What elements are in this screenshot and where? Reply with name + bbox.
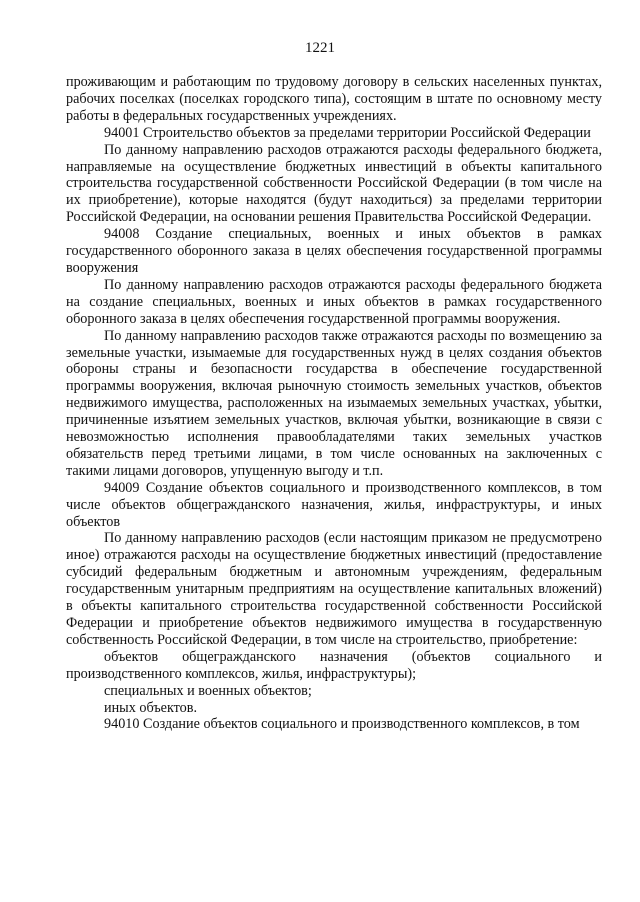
document-body: [66, 74, 602, 733]
section-heading-94001: 94001 Строительство объектов за пределами территории Российской Федерации: [104, 124, 591, 141]
paragraph-94009-description: По данному направлению расходов (если настоящим приказом не предусмотрено иное) отражаются расходы на осуществление бюджетных инвестиций (предоставление субсидий федеральным бюджетным и автономным учреждениям, федеральным государственным унитарным предприятиям на осуществление капитальных вложений) в объекты капитального строительства государственной собственности Российской Федерации и приобретение объектов недвижимого имущества в государственную собственность Российской Федерации, в том числе на строительство, приобретение:: [66, 530, 602, 648]
page-number: 1221: [305, 40, 335, 56]
paragraph-94008-description: По данному направлению расходов отражаются расходы федерального бюджета на создание специальных, военных и иных объектов в рамках государственного оборонного заказа в целях обеспечения государственной программы вооружения.: [66, 276, 602, 327]
section-heading-94009: 94009 Создание объектов социального и производственного комплексов, в том числе объектов общегражданского назначения, жилья, инфраструктуры, и иных объектов: [66, 479, 602, 530]
paragraph-94008-compensation: По данному направлению расходов также отражаются расходы по возмещению за земельные участки, изымаемые для государственных нужд в целях создания объектов обороны страны и безопасности государства в обеспечение государственной программы вооружения, включая рыночную стоимость земельных участков, объектов недвижимого имущества, расположенных на изымаемых земельных участках, убытки, причиненные изъятием земельных участков, включая убытки, возникающие в связи с невозможностью исполнения правообладателями таких земельных участков обязательств перед третьими лицами, в том числе основанных на заключенных с такими лицами договоров, упущенную выгоду и т.п.: [66, 327, 602, 479]
paragraph-continuation: проживающим и работающим по трудовому договору в сельских населенных пунктах, рабочих поселках (поселках городского типа), состоящим в штате по основному месту работы в федеральных государственных учреждениях.: [66, 74, 602, 124]
section-heading-94008: 94008 Создание специальных, военных и иных объектов в рамках государственного оборонного заказа в целях обеспечения государственной программы вооружения: [66, 226, 602, 276]
paragraph-94001-description: По данному направлению расходов отражаются расходы федерального бюджета, направляемые на осуществление бюджетных инвестиций в объекты капитального строительства государственной собственности Российской Федерации (в том числе на их приобретение), которые находятся (будут находиться) за пределами территории Российской Федерации, на основании решения Правительства Российской Федерации.: [66, 141, 602, 226]
list-item: объектов общегражданского назначения (объектов социального и производственного комплексов, жилья, инфраструктуры);: [66, 648, 602, 682]
section-heading-94010: 94010 Создание объектов социального и производственного комплексов, в том: [104, 716, 580, 733]
list-item: специальных и военных объектов;: [104, 682, 312, 699]
list-item: иных объектов.: [104, 699, 198, 716]
